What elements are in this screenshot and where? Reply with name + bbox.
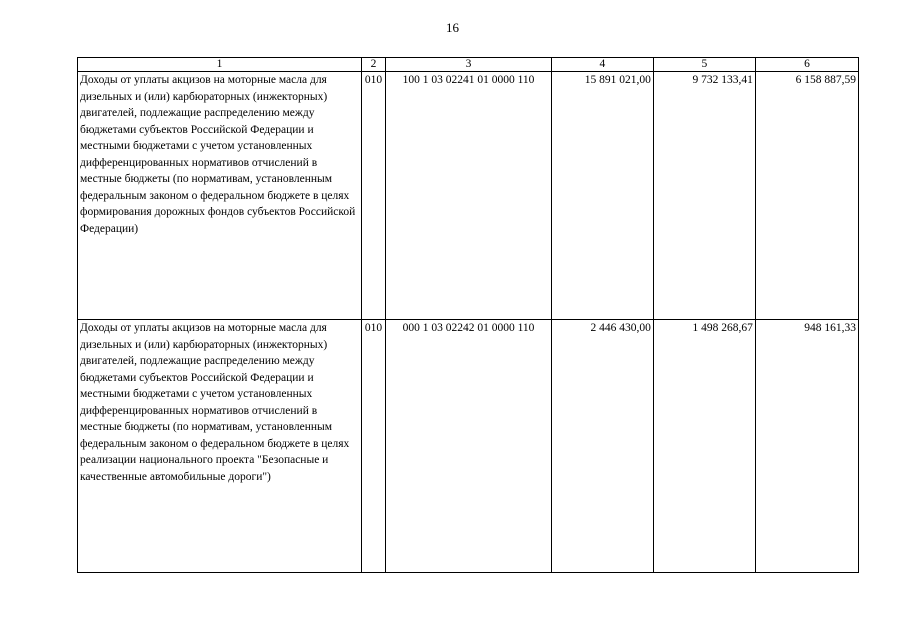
- table-row: [78, 72, 859, 320]
- row-code: 010: [361, 72, 385, 320]
- row-col4: 2 446 430,00: [551, 320, 653, 573]
- row-col5: 1 498 268,67: [653, 320, 755, 573]
- page-number: 16: [446, 20, 459, 35]
- row-col5: 9 732 133,41: [653, 72, 755, 320]
- row-col6: 948 161,33: [755, 320, 858, 573]
- header-cell-2: 2: [361, 58, 385, 72]
- header-cell-5: 5: [653, 58, 755, 72]
- header-cell-3: 3: [386, 58, 552, 72]
- header-cell-6: 6: [755, 58, 858, 72]
- header-cell-4: 4: [551, 58, 653, 72]
- header-cell-1: 1: [78, 58, 362, 72]
- row-kbk: 100 1 03 02241 01 0000 110: [386, 72, 552, 320]
- row-col6: 6 158 887,59: [755, 72, 858, 320]
- row-code: 010: [361, 320, 385, 573]
- budget-table: [77, 57, 859, 573]
- header-row: [78, 58, 859, 72]
- row-kbk: 000 1 03 02242 01 0000 110: [386, 320, 552, 573]
- row-description: Доходы от уплаты акцизов на моторные масла для дизельных и (или) карбюраторных (инжекторных) двигателей, подлежащие распределению между бюджетами субъектов Российской Федерации и местными бюджетами с учетом установленных дифференцированных нормативов отчислений в местные бюджеты (по нормативам, установленным федеральным законом о федеральном бюджете в целях реализации национального проекта "Безопасные и качественные автомобильные дороги"): [78, 320, 362, 573]
- row-col4: 15 891 021,00: [551, 72, 653, 320]
- row-description: Доходы от уплаты акцизов на моторные масла для дизельных и (или) карбюраторных (инжекторных) двигателей, подлежащие распределению между бюджетами субъектов Российской Федерации и местными бюджетами с учетом установленных дифференцированных нормативов отчислений в местные бюджеты (по нормативам, установленным федеральным законом о федеральном бюджете в целях формирования дорожных фондов субъектов Российской Федерации): [78, 72, 362, 320]
- table-row: [78, 320, 859, 573]
